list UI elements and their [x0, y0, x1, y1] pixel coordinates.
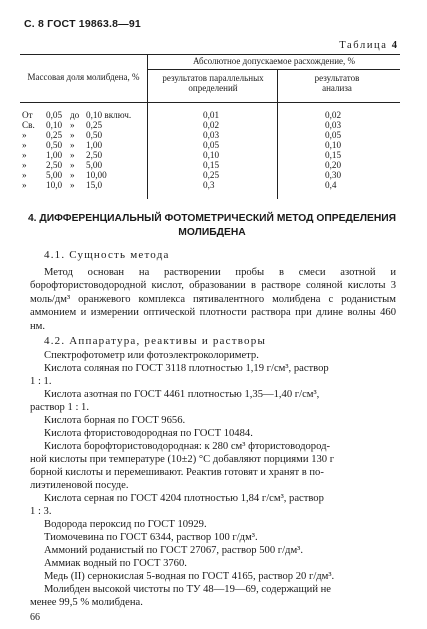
table-label	[339, 40, 397, 51]
subsection-4-1-text: Метод основан на растворении пробы в смеси азотной и борофтористоводородной кислот, образовании в растворе соляной кислоты 3 моль/дм³ оранжевого комплекса пятивалентного молибдена с роданистым аммонием и измерении оптической плотности раствора при длине волны 460 нм.	[30, 267, 396, 332]
reagent-line: Кислота соляная по ГОСТ 3118 плотностью 1,19 г/см³, раствор	[44, 363, 329, 374]
reagent-line: менее 99,5 % молибдена.	[30, 597, 143, 608]
table-number: 4	[391, 40, 397, 51]
reagent-line: лиэтиленовой посуде.	[30, 480, 129, 491]
col-analysis-values: 0,02 0,03 0,05 0,10 0,15 0,20 0,30 0,4	[325, 110, 342, 190]
reagent-line: раствор 1 : 1.	[30, 402, 89, 413]
table-vertical-rule	[147, 54, 148, 199]
col-analysis-header: результатов анализа	[314, 73, 360, 93]
col-group-header: Абсолютное допускаемое расхождение, %	[192, 56, 356, 66]
reagent-line: 1 : 3.	[30, 506, 52, 517]
subsection-4-1-title: 4.1. Сущность метода	[44, 249, 170, 261]
section-title: 4. ДИФФЕРЕНЦИАЛЬНЫЙ ФОТОМЕТРИЧЕСКИЙ МЕТОД ОПРЕДЕЛЕНИЯ МОЛИБДЕНА	[27, 213, 397, 238]
table-top-rule	[20, 54, 400, 55]
table-group-rule	[147, 69, 400, 70]
reagent-line: Спектрофотометр или фотоэлектроколориметр.	[44, 350, 259, 361]
reagent-line: Кислота серная по ГОСТ 4204 плотностью 1,84 г/см³, раствор	[44, 493, 324, 504]
col-prefix: От Св. » » » » » »	[22, 110, 35, 190]
subsection-4-2-title: 4.2. Аппаратура, реактивы и растворы	[44, 335, 267, 347]
reagent-line: 1 : 1.	[30, 376, 52, 387]
reagent-line: Тиомочевина по ГОСТ 6344, раствор 100 г/дм³.	[44, 532, 258, 543]
table-label-text: Таблица	[339, 40, 388, 51]
reagent-line: Кислота борофтористоводородная: к 280 см³ фтористоводород-	[44, 441, 330, 452]
tolerance-table	[20, 54, 400, 199]
page-header: С. 8 ГОСТ 19863.8—91	[24, 18, 141, 30]
reagent-line: Аммоний роданистый по ГОСТ 27067, раствор 500 г/дм³.	[44, 545, 303, 556]
reagent-line: Кислота азотная по ГОСТ 4461 плотностью 1,35—1,40 г/см³,	[44, 389, 320, 400]
reagent-line: Аммиак водный по ГОСТ 3760.	[44, 558, 187, 569]
col-do: до » » » » » » »	[70, 110, 80, 190]
reagent-line: Молибден высокой чистоты по ТУ 48—19—69, содержащий не	[44, 584, 332, 595]
page-number: 66	[30, 612, 40, 623]
reagent-line: Медь (II) сернокислая 5-водная по ГОСТ 4165, раствор 20 г/дм³.	[44, 571, 335, 582]
col-mass-fraction-header: Массовая доля молибдена, %	[27, 72, 140, 82]
col-parallel-header: результатов параллельных определений	[162, 73, 264, 93]
col-to: 0,10 включ. 0,25 0,50 1,00 2,50 5,00 10,00 15,0	[86, 110, 132, 190]
table-vertical-rule	[277, 69, 278, 199]
table-header-bottom-rule	[20, 102, 400, 103]
reagent-line: борной кислоты и перемешивают. Реактив готовят и хранят в по-	[30, 467, 324, 478]
col-parallel-values: 0,01 0,02 0,03 0,05 0,10 0,15 0,25 0,3	[203, 110, 220, 190]
reagent-line: Кислота борная по ГОСТ 9656.	[44, 415, 186, 426]
reagent-line: ной кислоты при температуре (10±2) °С добавляют порциями 130 г	[30, 454, 335, 465]
col-from: 0,05 0,10 0,25 0,50 1,00 2,50 5,00 10,0	[46, 110, 63, 190]
reagent-line: Кислота фтористоводородная по ГОСТ 10484.	[44, 428, 253, 439]
reagent-line: Водорода пероксид по ГОСТ 10929.	[44, 519, 207, 530]
